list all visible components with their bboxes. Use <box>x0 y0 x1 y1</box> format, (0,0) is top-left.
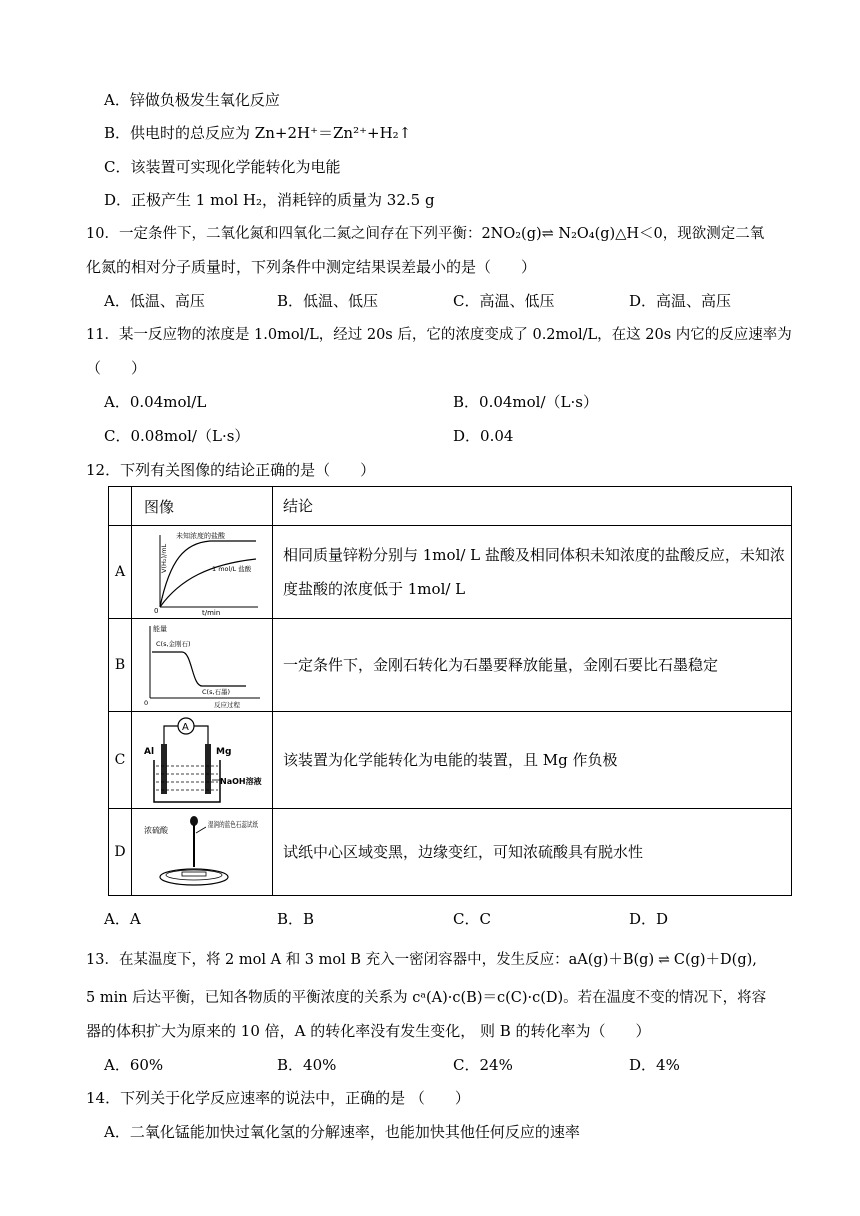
table-row <box>109 619 792 712</box>
q12-option-d: D．D <box>629 910 669 928</box>
q9-option-a: A．锌做负极发生氧化反应 <box>104 91 280 109</box>
ammeter-label: A <box>182 722 189 733</box>
conclusion-cell: 试纸中心区域变黑，边缘变红，可知浓硫酸具有脱水性 <box>273 809 792 896</box>
q13-stem-line1 <box>86 950 757 970</box>
zinc-hcl-volume-graph <box>140 529 264 615</box>
al-electrode-label: Al <box>144 747 155 757</box>
q13-stem-line3: 器的体积扩大为原来的 10 倍，A 的转化率没有发生变化， 则 B 的转化率为（ ） <box>86 1022 651 1040</box>
naoh-solution-label: NaOH溶液 <box>220 777 262 786</box>
image-cell <box>132 712 273 809</box>
y-axis-label: V(H₂)/mL <box>160 543 168 573</box>
reaction-process-label: 反应过程 <box>214 701 240 709</box>
q11-option-d: D．0.04 <box>453 427 514 445</box>
q13-option-d: D．4% <box>629 1056 680 1074</box>
q10-option-c: C．高温、低压 <box>453 292 555 310</box>
q13-option-b: B．40% <box>277 1056 337 1074</box>
table-row <box>109 809 792 896</box>
curve-label-1mol: 1 mol/L 盐酸 <box>212 565 252 573</box>
row-label: D <box>109 809 132 896</box>
row-label: B <box>109 619 132 712</box>
q11-stem-line1: 11．某一反应物的浓度是 1.0mol/L，经过 20s 后，它的浓度变成了 0.2mol/L，在这 20s 内它的反应速率为 <box>86 327 792 343</box>
q10-option-b: B．低温、低压 <box>277 292 379 310</box>
curve-label-unknown: 未知浓度的盐酸 <box>176 532 225 540</box>
table-corner-cell <box>109 487 132 526</box>
q14-option-a: A．二氧化锰能加快过氧化氢的分解速率，也能加快其他任何反应的速率 <box>104 1123 580 1141</box>
image-cell <box>132 809 276 896</box>
q12-stem: 12．下列有关图像的结论正确的是（ ） <box>86 461 376 479</box>
q13-stem-line1-a: 13．在某温度下，将 2 mol A 和 3 mol B 充入一密闭容器中，发生反应：aA(g)＋B(g) <box>86 952 655 968</box>
conclusion-cell <box>273 526 792 619</box>
q11-option-c: C．0.08mol/（L·s） <box>104 427 250 445</box>
q10-option-a: A．低温、高压 <box>104 292 205 310</box>
sulfuric-acid-test-diagram <box>140 811 276 893</box>
q13-stem-line2: 5 min 后达平衡，已知各物质的平衡浓度的关系为 cᵃ(A)·c(B)＝c(C)·c(D)。若在温度不变的情况下，将容 <box>86 990 767 1006</box>
q12-table <box>108 486 792 896</box>
q13-option-a: A．60% <box>104 1056 164 1074</box>
row-label: A <box>109 526 132 619</box>
diamond-label: C(s,金刚石) <box>156 640 191 648</box>
graphite-label: C(s,石墨) <box>202 688 231 696</box>
q9-option-c: C．该装置可实现化学能转化为电能 <box>104 158 341 176</box>
galvanic-cell-diagram <box>140 714 264 806</box>
header-image: 图像 <box>132 487 273 526</box>
origin-label: 0 <box>144 699 149 707</box>
energy-diagram <box>140 622 264 708</box>
conclusion-line2: 度盐酸的浓度低于 1mol/ L <box>283 580 466 598</box>
x-axis-label: t/min <box>202 609 221 617</box>
q13-stem-line1-b: C(g)＋D(g), <box>673 952 757 968</box>
q11-option-a: A．0.04mol/L <box>104 393 207 411</box>
q12-option-b: B．B <box>277 910 315 928</box>
q10-stem-line2: 化氮的相对分子质量时，下列条件中测定结果误差最小的是（ ） <box>86 258 537 276</box>
q12-option-a: A．A <box>104 910 141 928</box>
q13-option-c: C．24% <box>453 1056 513 1074</box>
q10-stem-line1: 10．一定条件下，二氧化氮和四氧化二氮之间存在下列平衡：2NO₂(g)⇌ N₂O₄(g)△H＜0，现欲测定二氧 <box>86 226 765 242</box>
q9-option-d: D．正极产生 1 mol H₂，消耗锌的质量为 32.5 g <box>104 191 435 209</box>
q14-stem: 14．下列关于化学反应速率的说法中，正确的是 （ ） <box>86 1089 470 1107</box>
q9-option-b: B．供电时的总反应为 Zn+2H⁺＝Zn²⁺+H₂↑ <box>104 124 412 142</box>
image-cell <box>132 526 273 619</box>
image-cell <box>132 619 273 712</box>
table-row <box>109 712 792 809</box>
conclusion-cell: 该装置为化学能转化为电能的装置，且 Mg 作负极 <box>273 712 792 809</box>
q11-stem-line2: （ ） <box>86 359 147 377</box>
conclusion-line1: 相同质量锌粉分别与 1mol/ L 盐酸及相同体积未知浓度的盐酸反应，未知浓 <box>283 546 785 564</box>
table-header-row <box>109 487 792 526</box>
q12-option-c: C．C <box>453 910 491 928</box>
conclusion-cell: 一定条件下，金刚石转化为石墨要释放能量，金刚石要比石墨稳定 <box>273 619 792 712</box>
table-row <box>109 526 792 619</box>
row-label: C <box>109 712 132 809</box>
origin-label: 0 <box>154 607 159 615</box>
equilibrium-arrow-icon: ⇌ <box>658 952 670 968</box>
q10-option-d: D．高温、高压 <box>629 292 732 310</box>
q11-option-b: B．0.04mol/（L·s） <box>453 393 598 411</box>
litmus-paper-label: 湿润的蓝色石蕊试纸 <box>208 820 276 829</box>
mg-electrode-label: Mg <box>216 747 232 757</box>
conc-acid-label: 浓硫酸 <box>144 826 168 835</box>
header-conclusion: 结论 <box>273 487 792 526</box>
energy-axis-label: 能量 <box>153 625 167 633</box>
